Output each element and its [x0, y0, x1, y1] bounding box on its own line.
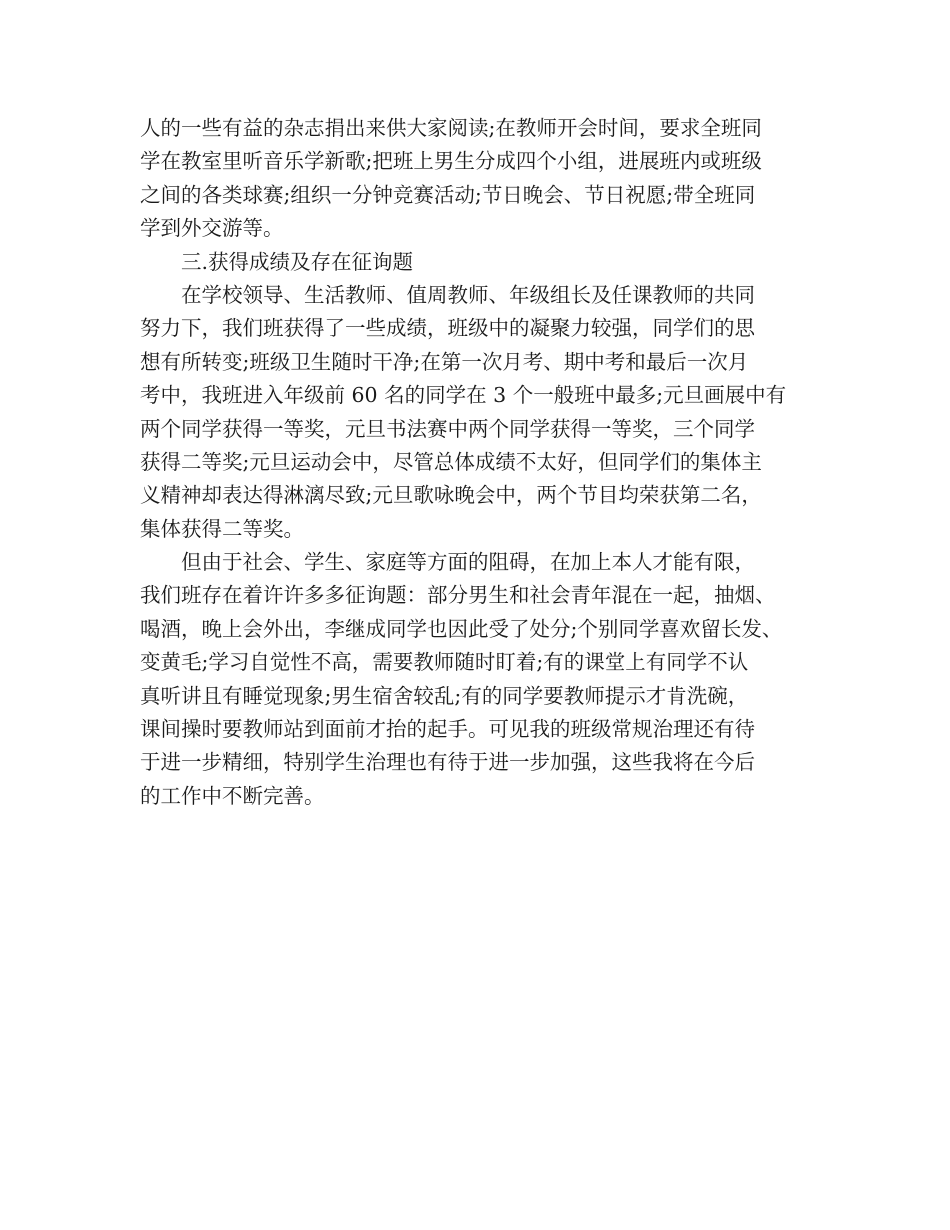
section-heading-text: 三.获得成绩及存在征询题	[181, 249, 414, 274]
text-line: 变黄毛;学习自觉性不高，需要教师随时盯着;有的课堂上有同学不认	[140, 650, 749, 675]
section-heading	[140, 246, 820, 279]
text-line: 集体获得二等奖。	[140, 516, 304, 541]
text-line: 想有所转变;班级卫生随时干净;在第一次月考、期中考和最后一次月	[140, 349, 749, 374]
text-line: 于进一步精细，特别学生治理也有待于进一步加强，这些我将在今后	[140, 750, 755, 775]
text-line: 之间的各类球赛;组织一分钟竞赛活动;节日晚会、节日祝愿;带全班同	[140, 182, 756, 207]
paragraph-activities	[140, 112, 820, 246]
text-line: 真听讲且有睡觉现象;男生宿舍较乱;有的同学要教师提示才肯洗碗，	[140, 683, 749, 708]
text-line: 两个同学获得一等奖，元旦书法赛中两个同学获得一等奖，三个同学	[140, 416, 755, 441]
text-line: 但由于社会、学生、家庭等方面的阻碍，在加上本人才能有限，	[181, 550, 755, 575]
text-line: 考中，我班进入年级前 60 名的同学在 3 个一般班中最多;元旦画展中有	[140, 383, 787, 408]
text-line: 人的一些有益的杂志捐出来供大家阅读;在教师开会时间，要求全班同	[140, 116, 762, 140]
text-line: 课间操时要教师站到面前才抬的起手。可见我的班级常规治理还有待	[140, 717, 755, 742]
text-line: 学到外交游等。	[140, 216, 284, 241]
text-line: 获得二等奖;元旦运动会中，尽管总体成绩不太好，但同学们的集体主	[140, 449, 762, 474]
text-line: 的工作中不断完善。	[140, 783, 325, 808]
text-line: 学在教室里听音乐学新歌;把班上男生分成四个小组，进展班内或班级	[140, 149, 762, 174]
text-line: 努力下，我们班获得了一些成绩，班级中的凝聚力较强，同学们的思	[140, 316, 755, 341]
document-body	[140, 112, 820, 813]
text-line: 在学校领导、生活教师、值周教师、年级组长及任课教师的共同	[181, 282, 755, 307]
text-line: 喝酒，晚上会外出，李继成同学也因此受了处分;个别同学喜欢留长发、	[140, 616, 783, 641]
paragraph-achievements	[140, 279, 820, 546]
text-line: 我们班存在着许许多多征询题：部分男生和社会青年混在一起，抽烟、	[140, 583, 776, 608]
paragraph-problems	[140, 546, 820, 813]
text-line: 义精神却表达得淋漓尽致;元旦歌咏晚会中，两个节目均荣获第二名，	[140, 483, 762, 508]
